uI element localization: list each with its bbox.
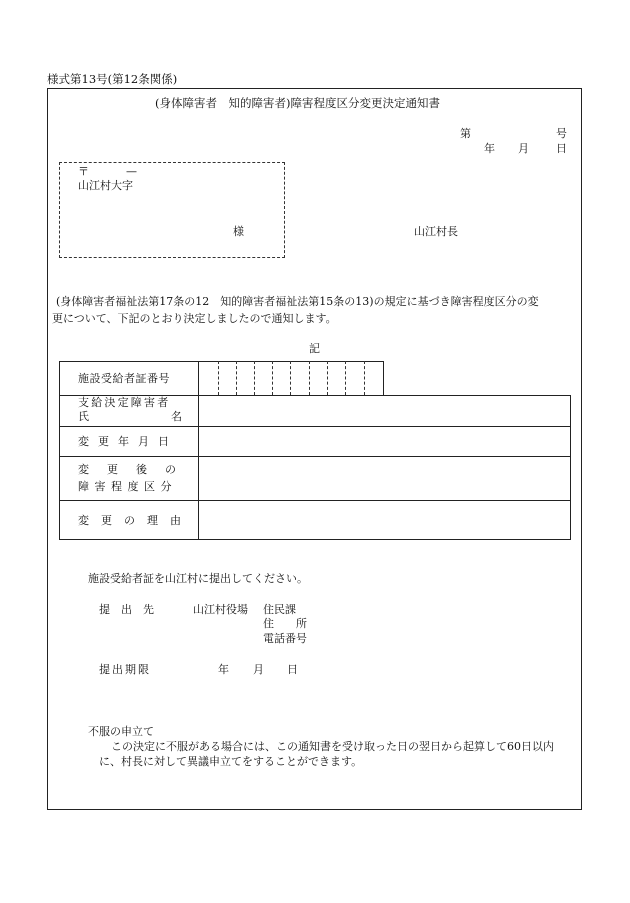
submit-to-label: 提 出 先 [99,603,154,616]
doc-number-go: 号 [556,127,567,140]
deadline-month: 月 [253,663,264,676]
row-certificate-number: 施設受給者証番号 [78,372,170,385]
document-title: (身体障害者 知的障害者)障害程度区分変更決定通知書 [155,96,440,110]
row-recipient-name-right: 名 [171,410,182,423]
address-village: 山江村大字 [78,179,133,192]
appeal-line1: この決定に不服がある場合には、この通知書を受け取った日の翌日から起算して60日以内 [111,740,554,753]
submit-note: 施設受給者証を山江村に提出してください。 [88,572,308,585]
row-change-date: 変更年月日 [78,435,178,448]
deadline-year: 年 [218,663,229,676]
submit-to-office: 山江村役場 [193,603,248,616]
date-month: 月 [518,142,529,155]
submit-to-dept: 住民課 [263,603,296,616]
date-year: 年 [484,142,495,155]
issuer-name: 山江村長 [414,225,458,238]
row-recipient-name-left: 氏 [78,410,89,423]
deadline-label: 提出期限 [99,663,151,676]
submit-to-phone-label: 電話番号 [263,632,307,645]
form-number: 様式第13号(第12条関係) [47,72,178,86]
row-reason: 変更の理由 [78,514,193,527]
addressee-honorific: 様 [233,225,244,238]
date-day: 日 [556,142,567,155]
postal-dash: — [126,165,137,178]
body-text-line2: 更について、下記のとおり決定しましたので通知します。 [52,312,337,325]
address-box [59,162,285,258]
appeal-heading: 不服の申立て [88,725,154,738]
ki-heading: 記 [309,342,320,355]
row-recipient-label: 支給決定障害者 [78,396,171,409]
row-after-change: 変更後の [78,463,194,476]
body-text-line1: (身体障害者福祉法第17条の12 知的障害者福祉法第15条の13)の規定に基づき障害程度区分の変 [56,295,539,308]
appeal-line2: に、村長に対して異議申立てをすることができます。 [99,755,363,768]
row-disability-class: 障害程度区分 [78,480,177,493]
submit-to-address-label: 住 所 [263,617,307,630]
doc-number-dai: 第 [460,127,471,140]
deadline-day: 日 [287,663,298,676]
postal-mark: 〒 [78,165,89,178]
